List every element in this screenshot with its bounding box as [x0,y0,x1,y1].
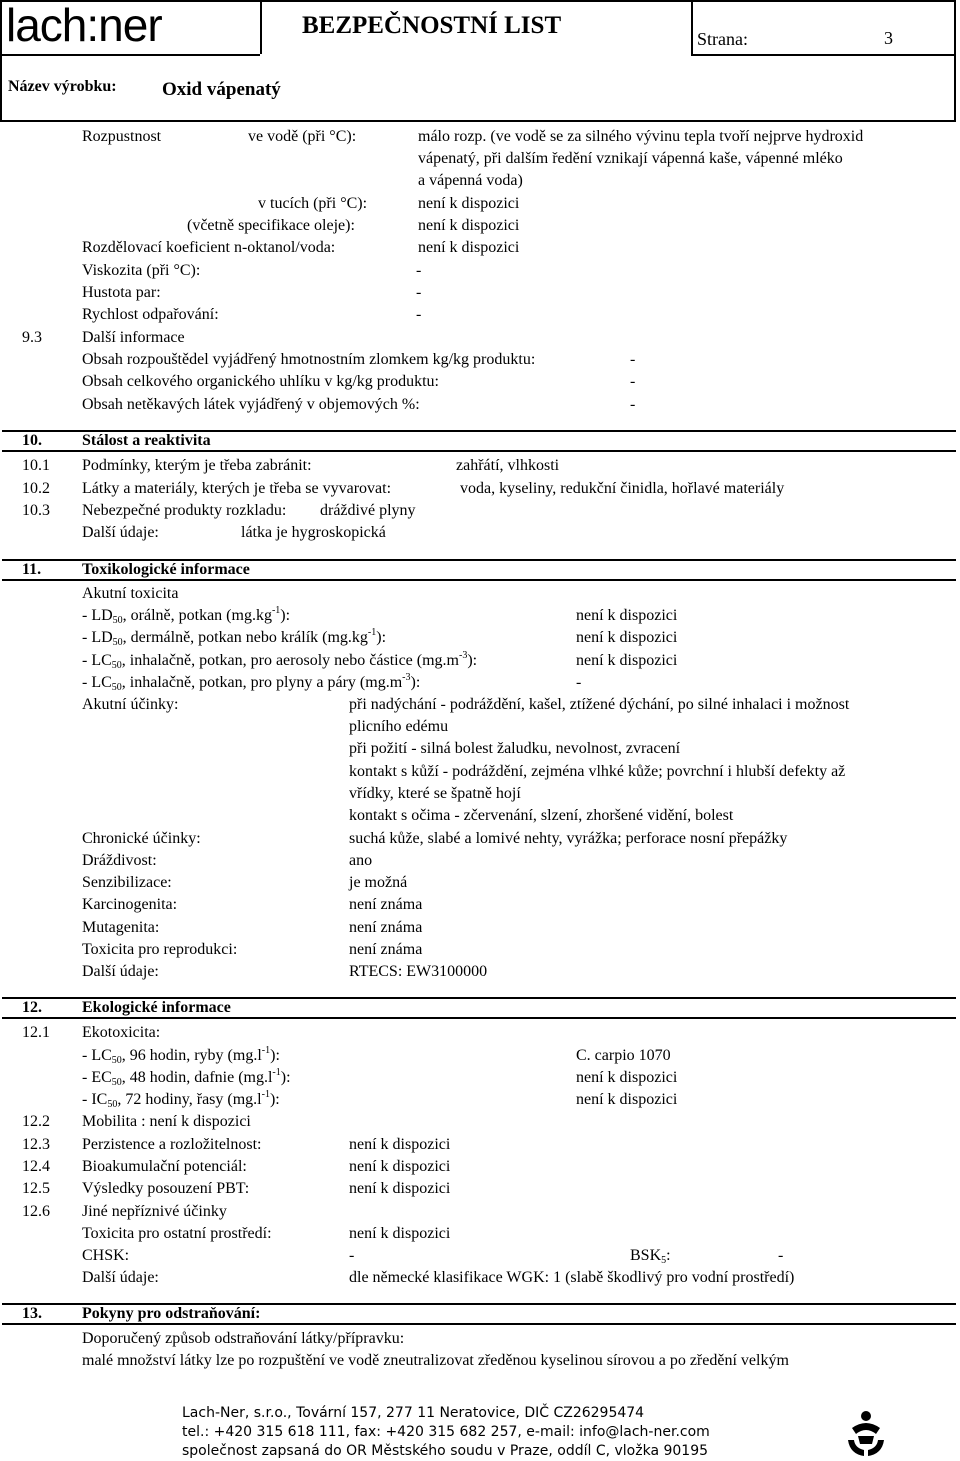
footer-address: Lach-Ner, s.r.o., Tovární 157, 277 11 Neratovice, DIČ CZ26295474 [182,1405,645,1421]
acute-effects-text: při nadýchání - podráždění, kašel, ztížené dýchání, po silné inhalaci i možnost [349,696,850,713]
persistence-value: není k dispozici [349,1136,451,1153]
evaporation-label: Rychlost odpařování: [82,306,219,323]
subsection-number: 12.4 [22,1158,50,1175]
other-data-label: Další údaje: [82,963,159,980]
organic-carbon-value: - [630,373,636,390]
page-label: Strana: [697,29,748,49]
header-divider [691,54,956,56]
section-title: Ekologické informace [82,999,231,1016]
ld50-dermal-label: - $LD_{50}$, dermálně, potkan nebo králík $(mg.kg^{-1})$: [82,627,387,648]
ld50-oral-label: - $LD_{50}$, orálně, potkan $(mg.kg^{-1})$: [82,605,291,626]
acute-effects-label: Akutní účinky: [82,696,179,713]
page-number: 3 [884,28,893,48]
section-title: Pokyny pro odstraňování: [82,1305,261,1322]
ic50-algae-value: není k dispozici [576,1091,678,1108]
section-title: Stálost a reaktivita [82,432,211,449]
acute-effects-text: kontakt s kůží - podráždění, zejména vlhké kůže; povrchní i hlubší defekty až [349,763,846,780]
reproductive-label: Toxicita pro reprodukci: [82,941,238,958]
env-toxicity-value: není k dispozici [349,1225,451,1242]
irritation-label: Dráždivost: [82,852,157,869]
conditions-label: Podmínky, kterým je třeba zabránit: [82,457,312,474]
other-effects-heading: Jiné nepříznivé účinky [82,1203,227,1220]
carcinogenicity-label: Karcinogenita: [82,896,178,913]
oil-spec-label: (včetně specifikace oleje): [187,217,355,234]
footer [182,1404,710,1461]
lc50-aerosol-label: - $LC_{50}$, inhalačně, potkan, pro aerosoly nebo částice $(mg.m^{-3})$: [82,650,478,671]
subsection-number: 10.3 [22,502,50,519]
bioaccumulation-value: není k dispozici [349,1158,451,1175]
section-number: 13. [22,1305,42,1322]
care-hands-logo-icon [846,1410,886,1458]
nonvolatile-label: Obsah netěkavých látek vyjádřený v objemových %: [82,396,420,413]
bsk-label: $BSK_5$: [630,1247,671,1266]
chsk-value: - [349,1247,355,1264]
subsection-number: 10.2 [22,480,50,497]
solubility-water-label: ve vodě (při °C): [248,128,357,145]
footer-contact: tel.: +420 315 618 111, fax: +420 315 682 257, e-mail: info@lach-ner.com [182,1424,710,1440]
rtecs-value: RTECS: EW3100000 [349,963,488,980]
subsection-title: Další informace [82,329,185,346]
evaporation-value: - [416,306,422,323]
reproductive-value: není známa [349,941,423,958]
ec50-daphnia-value: není k dispozici [576,1069,678,1086]
subsection-number: 12.1 [22,1024,50,1041]
carcinogenicity-value: není známa [349,896,423,913]
lc50-fish-value: C. carpio 1070 [576,1047,671,1064]
document-title: BEZPEČNOSTNÍ LIST [302,12,562,39]
persistence-label: Perzistence a rozložitelnost: [82,1136,262,1153]
pbt-label: Výsledky posouzení PBT: [82,1180,250,1197]
ld50-dermal-value: není k dispozici [576,629,678,646]
other-data-value: látka je hygroskopická [241,524,386,541]
solvent-content-label: Obsah rozpouštědel vyjádřený hmotnostním zlomkem kg/kg produktu: [82,351,536,368]
acute-toxicity-heading: Akutní toxicita [82,585,179,602]
sensitisation-label: Senzibilizace: [82,874,172,891]
conditions-value: zahřátí, vlhkosti [456,457,560,474]
decomposition-label: Nebezpečné produkty rozkladu: [82,502,287,519]
sensitisation-value: je možná [349,874,408,891]
incompatible-label: Látky a materiály, kterých je třeba se vyvarovat: [82,480,392,497]
section-number: 12. [22,999,42,1016]
header-divider [2,54,260,56]
partition-value: není k dispozici [418,239,520,256]
vapour-density-label: Hustota par: [82,284,161,301]
product-name: Oxid vápenatý [162,79,281,100]
brand-logo: lach:ner [6,0,162,51]
bsk-value: - [778,1247,784,1264]
subsection-number: 12.5 [22,1180,50,1197]
disposal-heading: Doporučený způsob odstraňování látky/přípravku: [82,1330,405,1347]
solvent-content-value: - [630,351,636,368]
header-divider [691,2,693,54]
organic-carbon-label: Obsah celkového organického uhlíku v kg/kg produktu: [82,373,439,390]
bioaccumulation-label: Bioakumulační potenciál: [82,1158,247,1175]
other-data-label: Další údaje: [82,1269,159,1286]
env-toxicity-label: Toxicita pro ostatní prostředí: [82,1225,272,1242]
ec50-daphnia-label: - $EC_{50}$, 48 hodin, dafnie $(mg.l^{-1})$: [82,1067,291,1088]
header-divider [260,2,262,54]
nonvolatile-value: - [630,396,636,413]
ecotoxicity-heading: Ekotoxicita: [82,1024,161,1041]
mutagenicity-value: není známa [349,919,423,936]
chronic-value: suchá kůže, slabé a lomivé nehty, vyrážka; perforace nosní přepážky [349,830,788,847]
solubility-fats-label: v tucích (při °C): [258,195,368,212]
section-number: 10. [22,432,42,449]
footer-registration: společnost zapsaná do OR Městského soudu v Praze, oddíl C, vložka 90195 [182,1443,709,1459]
other-data-label: Další údaje: [82,524,159,541]
incompatible-value: voda, kyseliny, redukční činidla, hořlavé materiály [460,480,785,497]
solubility-water-value: vápenatý, při dalším ředění vznikají vápenná kaše, vápenné mléko [418,150,843,167]
acute-effects-text: při požití - silná bolest žaludku, nevolnost, zvracení [349,740,681,757]
vapour-density-value: - [416,284,422,301]
solubility-water-value: a vápenná voda) [418,172,523,189]
ld50-oral-value: není k dispozici [576,607,678,624]
lc50-gas-label: - $LC_{50}$, inhalačně, potkan, pro plyny a páry $(mg.m^{-3})$: [82,672,421,693]
section-title: Toxikologické informace [82,561,250,578]
section-number: 11. [22,561,42,578]
subsection-number: 9.3 [22,329,42,346]
viscosity-label: Viskozita (při °C): [82,262,201,279]
wgk-value: dle německé klasifikace WGK: 1 (slabě škodlivý pro vodní prostředí) [349,1269,795,1286]
viscosity-value: - [416,262,422,279]
lc50-gas-value: - [576,674,582,691]
lc50-aerosol-value: není k dispozici [576,652,678,669]
subsection-number: 12.6 [22,1203,50,1220]
chsk-label: CHSK: [82,1247,130,1264]
subsection-number: 10.1 [22,457,50,474]
subsection-number: 12.3 [22,1136,50,1153]
partition-label: Rozdělovací koeficient n-oktanol/voda: [82,239,336,256]
disposal-text: malé množství látky lze po rozpuštění ve vodě zneutralizovat zředěnou kyselinou sírovou a po zředění velkým [82,1352,789,1369]
lc50-fish-label: - $LC_{50}$, 96 hodin, ryby $(mg.l^{-1})$: [82,1045,280,1066]
pbt-value: není k dispozici [349,1180,451,1197]
subsection-number: 12.2 [22,1113,50,1130]
product-label: Název výrobku: [8,78,117,95]
mutagenicity-label: Mutagenita: [82,919,160,936]
solubility-fats-value: není k dispozici [418,195,520,212]
acute-effects-text: plicního edému [349,718,449,735]
mobility-text: Mobilita : není k dispozici [82,1113,251,1130]
solubility-label: Rozpustnost [82,128,162,145]
acute-effects-text: vřídky, které se špatně hojí [349,785,521,802]
solubility-water-value: málo rozp. (ve vodě se za silného vývinu tepla tvoří nejprve hydroxid [418,128,864,145]
oil-spec-value: není k dispozici [418,217,520,234]
decomposition-value: dráždivé plyny [320,502,416,519]
chronic-label: Chronické účinky: [82,830,201,847]
acute-effects-text: kontakt s očima - zčervenání, slzení, zhoršené vidění, bolest [349,807,734,824]
irritation-value: ano [349,852,373,869]
ic50-algae-label: - $IC_{50}$, 72 hodiny, řasy $(mg.l^{-1})$: [82,1089,280,1110]
